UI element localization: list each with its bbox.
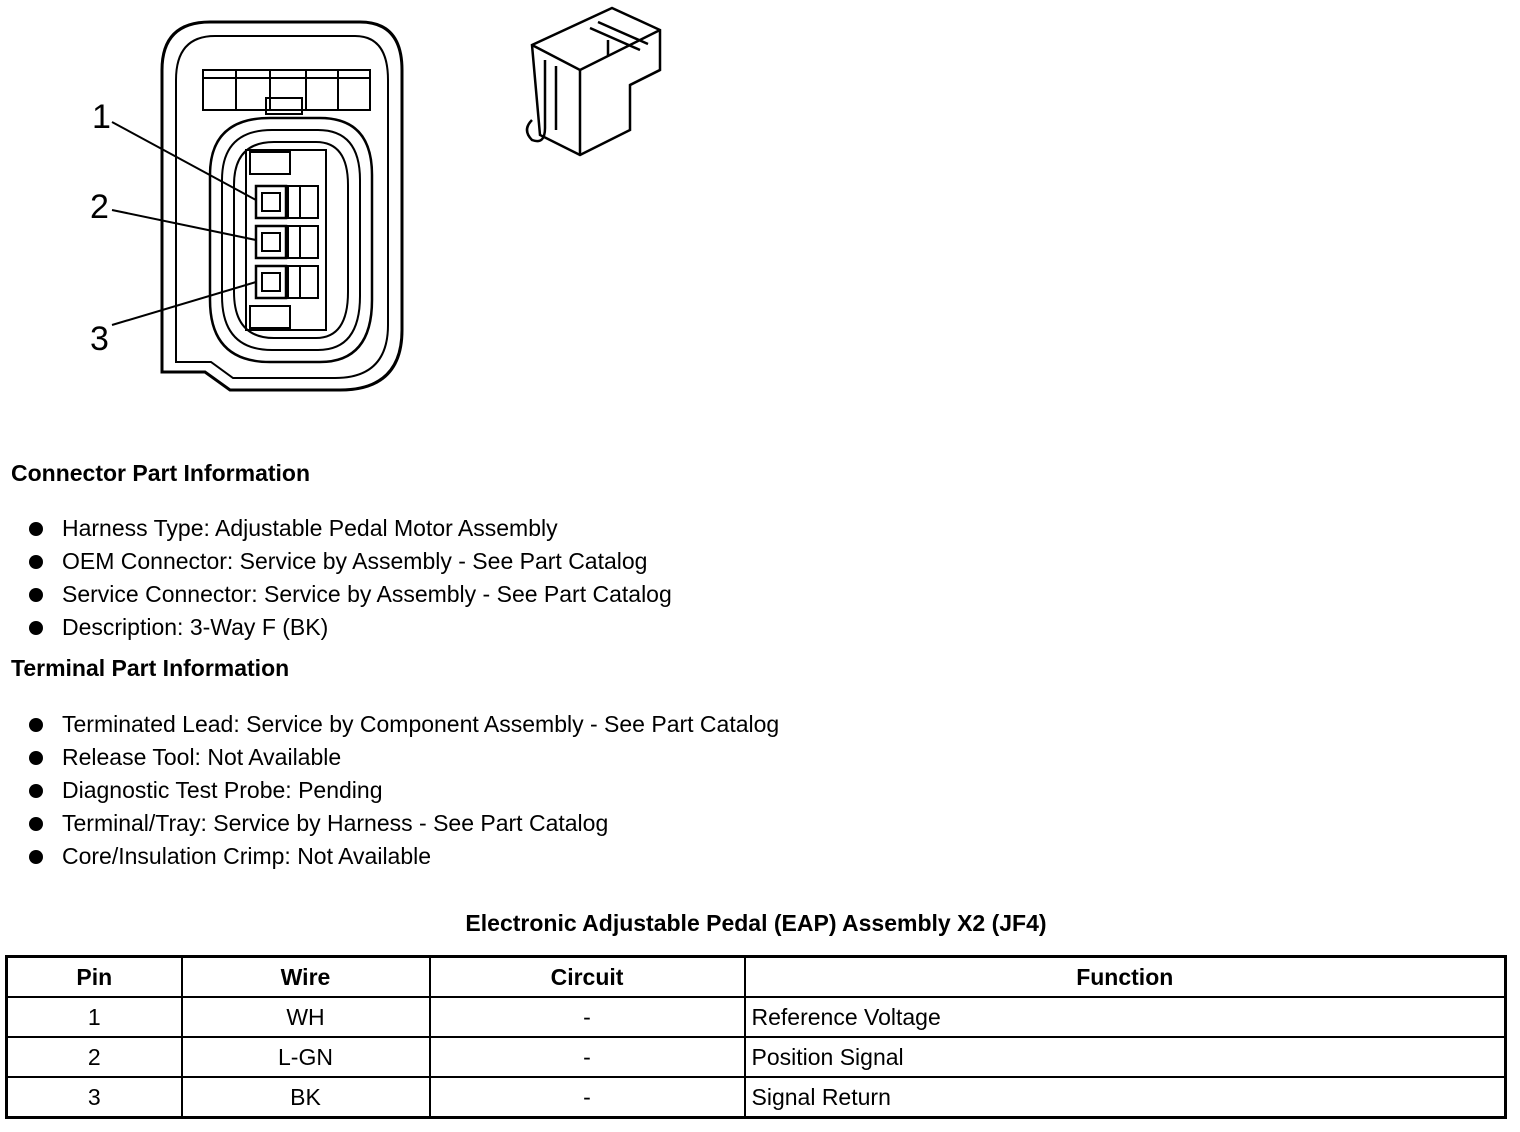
list-item: Terminal/Tray: Service by Harness - See Part Catalog: [26, 807, 779, 840]
bullet-icon: [29, 718, 43, 732]
list-item: Description: 3-Way F (BK): [26, 611, 672, 644]
cell-pin: 2: [7, 1037, 182, 1077]
cell-function: Signal Return: [745, 1077, 1506, 1118]
cell-function: Position Signal: [745, 1037, 1506, 1077]
connector-info-list: [26, 512, 672, 644]
bullet-icon: [29, 621, 43, 635]
cell-wire: BK: [182, 1077, 430, 1118]
connector-side-view: [527, 8, 660, 155]
table-row: [7, 1037, 1506, 1077]
list-item: Service Connector: Service by Assembly - See Part Catalog: [26, 578, 672, 611]
cell-pin: 1: [7, 997, 182, 1037]
header-pin: Pin: [7, 957, 182, 998]
terminal-section-title: Terminal Part Information: [11, 655, 290, 681]
list-item: Release Tool: Not Available: [26, 741, 779, 774]
pin-label-3: 3: [90, 320, 109, 358]
table-row: [7, 997, 1506, 1037]
cell-circuit: -: [430, 1077, 745, 1118]
bullet-icon: [29, 555, 43, 569]
list-item: Harness Type: Adjustable Pedal Motor Assembly: [26, 512, 672, 545]
bullet-icon: [29, 751, 43, 765]
header-function: Function: [745, 957, 1506, 998]
pin-table: [5, 955, 1507, 1119]
pin-table-title: Electronic Adjustable Pedal (EAP) Assembly X2 (JF4): [465, 910, 1047, 936]
cell-wire: WH: [182, 997, 430, 1037]
list-item: Terminated Lead: Service by Component Assembly - See Part Catalog: [26, 708, 779, 741]
pin-label-1: 1: [92, 98, 111, 136]
list-item: Diagnostic Test Probe: Pending: [26, 774, 779, 807]
connector-diagram: [0, 0, 720, 420]
list-item: Core/Insulation Crimp: Not Available: [26, 840, 779, 873]
header-wire: Wire: [182, 957, 430, 998]
table-row: [7, 1077, 1506, 1118]
bullet-icon: [29, 588, 43, 602]
header-circuit: Circuit: [430, 957, 745, 998]
terminal-info-list: [26, 708, 779, 873]
bullet-icon: [29, 522, 43, 536]
cell-circuit: -: [430, 1037, 745, 1077]
pin-label-2: 2: [90, 188, 109, 226]
cell-wire: L-GN: [182, 1037, 430, 1077]
bullet-icon: [29, 850, 43, 864]
table-header-row: [7, 957, 1506, 998]
cell-function: Reference Voltage: [745, 997, 1506, 1037]
list-item: OEM Connector: Service by Assembly - See Part Catalog: [26, 545, 672, 578]
bullet-icon: [29, 784, 43, 798]
bullet-icon: [29, 817, 43, 831]
cell-circuit: -: [430, 997, 745, 1037]
cell-pin: 3: [7, 1077, 182, 1118]
connector-section-title: Connector Part Information: [11, 460, 311, 486]
